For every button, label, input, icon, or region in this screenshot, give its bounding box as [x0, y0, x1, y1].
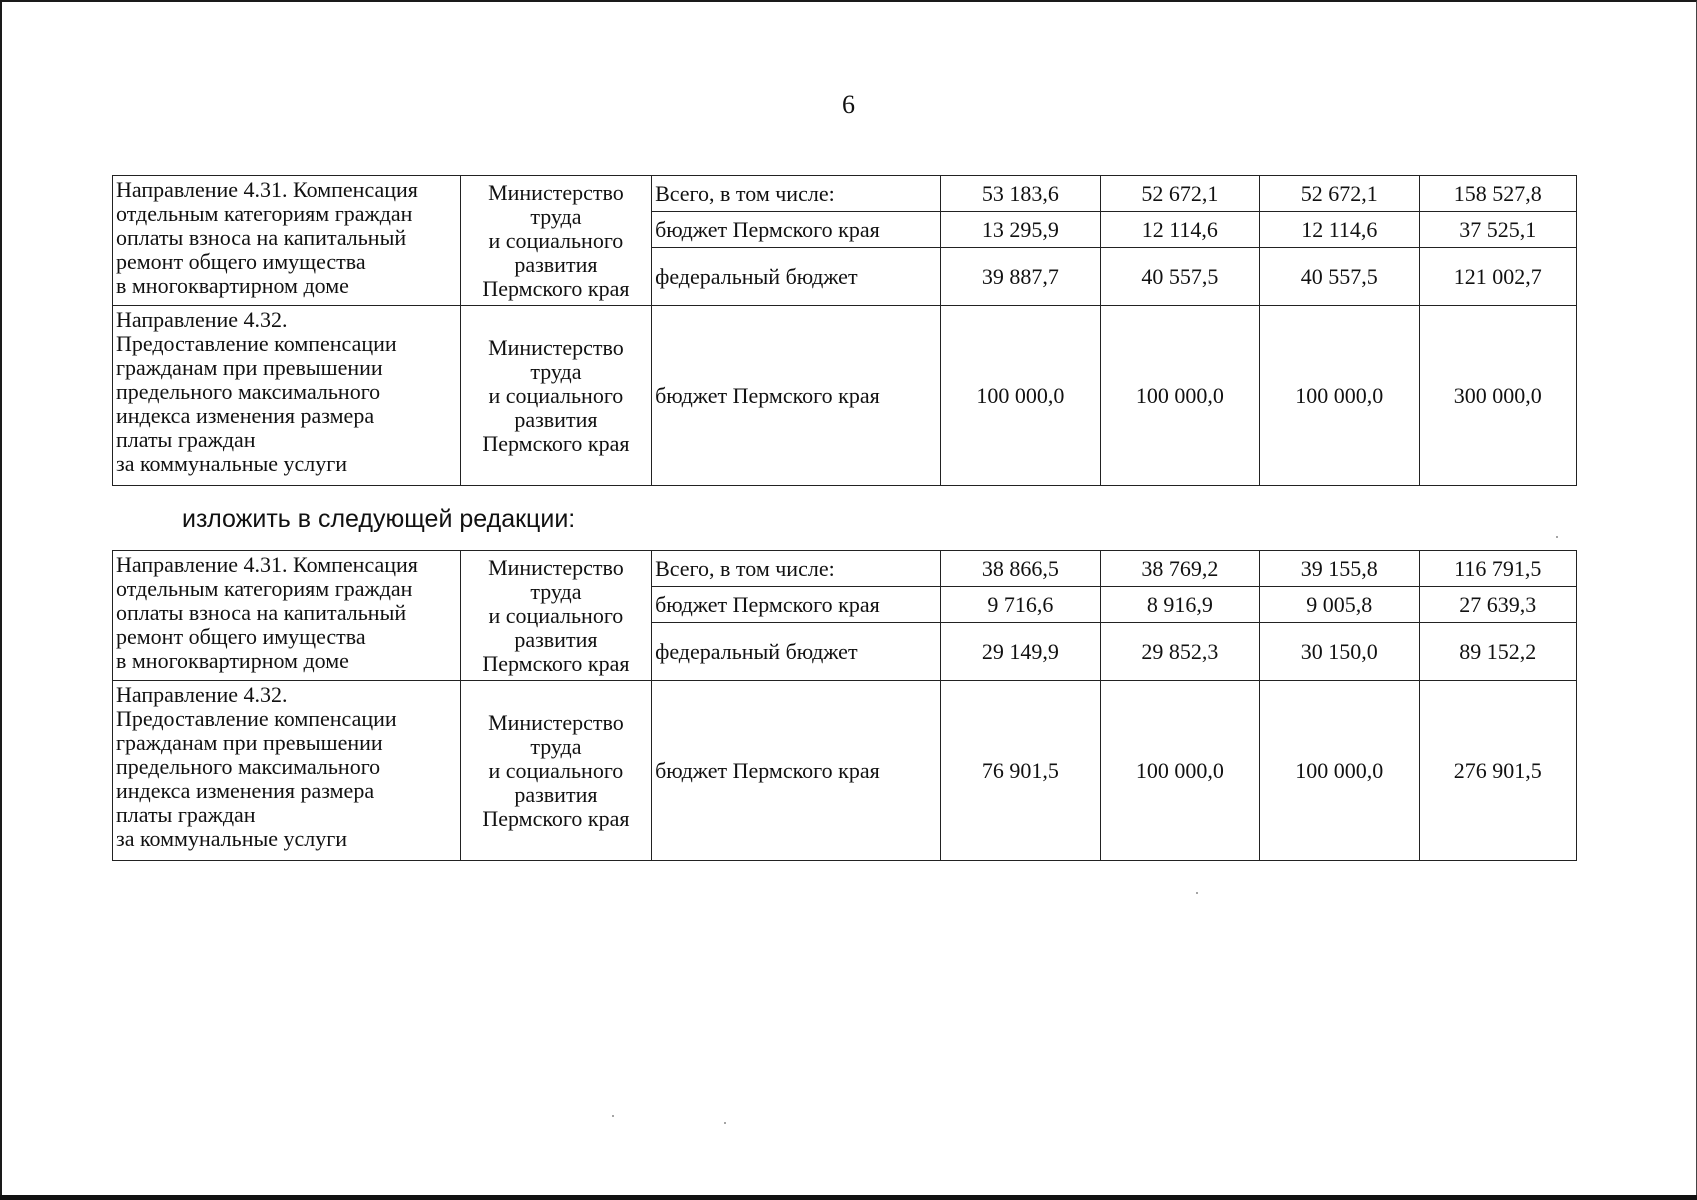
total-cell: 37 525,1 — [1419, 212, 1576, 248]
ministry-cell: Министерство труда и социального развития Пермского края — [460, 306, 651, 486]
value-cell: 76 901,5 — [941, 681, 1100, 861]
value-cell: 52 672,1 — [1100, 176, 1259, 212]
source-cell: бюджет Пермского края — [652, 306, 941, 486]
ministry-cell: Министерство труда и социального развития Пермского края — [460, 551, 651, 681]
direction-cell: Направление 4.31. Компенсация отдельным категориям граждан оплаты взноса на капитальный ремонт общего имущества в многоквартирном доме — [113, 551, 461, 681]
page-number: 6 — [842, 90, 855, 119]
value-cell: 100 000,0 — [1260, 681, 1419, 861]
value-cell: 39 887,7 — [941, 248, 1100, 306]
value-cell: 52 672,1 — [1260, 176, 1419, 212]
value-cell: 38 769,2 — [1100, 551, 1259, 587]
value-cell: 39 155,8 — [1260, 551, 1419, 587]
value-cell: 13 295,9 — [941, 212, 1100, 248]
table-row — [113, 681, 1577, 861]
direction-cell: Направление 4.31. Компенсация отдельным категориям граждан оплаты взноса на капитальный ремонт общего имущества в многоквартирном доме — [113, 176, 461, 306]
source-cell: федеральный бюджет — [652, 623, 941, 681]
instruction-text: изложить в следующей редакции: — [182, 505, 576, 533]
total-cell: 89 152,2 — [1419, 623, 1576, 681]
value-cell: 53 183,6 — [941, 176, 1100, 212]
value-cell: 30 150,0 — [1260, 623, 1419, 681]
total-cell: 121 002,7 — [1419, 248, 1576, 306]
ministry-cell: Министерство труда и социального развития Пермского края — [460, 176, 651, 306]
value-cell: 9 005,8 — [1260, 587, 1419, 623]
source-cell: федеральный бюджет — [652, 248, 941, 306]
scan-speck — [724, 1122, 726, 1124]
source-cell: Всего, в том числе: — [652, 176, 941, 212]
value-cell: 12 114,6 — [1260, 212, 1419, 248]
table-row — [113, 306, 1577, 486]
value-cell: 38 866,5 — [941, 551, 1100, 587]
total-cell: 276 901,5 — [1419, 681, 1576, 861]
value-cell: 12 114,6 — [1100, 212, 1259, 248]
scan-edge — [0, 1195, 1697, 1200]
budget-table-new — [112, 550, 1577, 861]
value-cell: 100 000,0 — [1100, 306, 1259, 486]
value-cell: 40 557,5 — [1260, 248, 1419, 306]
total-cell: 300 000,0 — [1419, 306, 1576, 486]
source-cell: Всего, в том числе: — [652, 551, 941, 587]
value-cell: 8 916,9 — [1100, 587, 1259, 623]
table-row — [113, 176, 1577, 212]
value-cell: 100 000,0 — [941, 306, 1100, 486]
value-cell: 100 000,0 — [1100, 681, 1259, 861]
value-cell: 40 557,5 — [1100, 248, 1259, 306]
budget-table-old — [112, 175, 1577, 486]
source-cell: бюджет Пермского края — [652, 212, 941, 248]
scan-speck — [1556, 536, 1558, 538]
scan-speck — [612, 1115, 614, 1117]
value-cell: 29 852,3 — [1100, 623, 1259, 681]
value-cell: 9 716,6 — [941, 587, 1100, 623]
direction-cell: Направление 4.32. Предоставление компенсации гражданам при превышении предельного максимального индекса изменения размера платы граждан за коммунальные услуги — [113, 681, 461, 861]
source-cell: бюджет Пермского края — [652, 681, 941, 861]
ministry-cell: Министерство труда и социального развития Пермского края — [460, 681, 651, 861]
scan-speck — [1196, 892, 1198, 894]
value-cell: 29 149,9 — [941, 623, 1100, 681]
total-cell: 158 527,8 — [1419, 176, 1576, 212]
table-row — [113, 551, 1577, 587]
value-cell: 100 000,0 — [1260, 306, 1419, 486]
source-cell: бюджет Пермского края — [652, 587, 941, 623]
total-cell: 116 791,5 — [1419, 551, 1576, 587]
direction-cell: Направление 4.32. Предоставление компенсации гражданам при превышении предельного максимального индекса изменения размера платы граждан за коммунальные услуги — [113, 306, 461, 486]
total-cell: 27 639,3 — [1419, 587, 1576, 623]
